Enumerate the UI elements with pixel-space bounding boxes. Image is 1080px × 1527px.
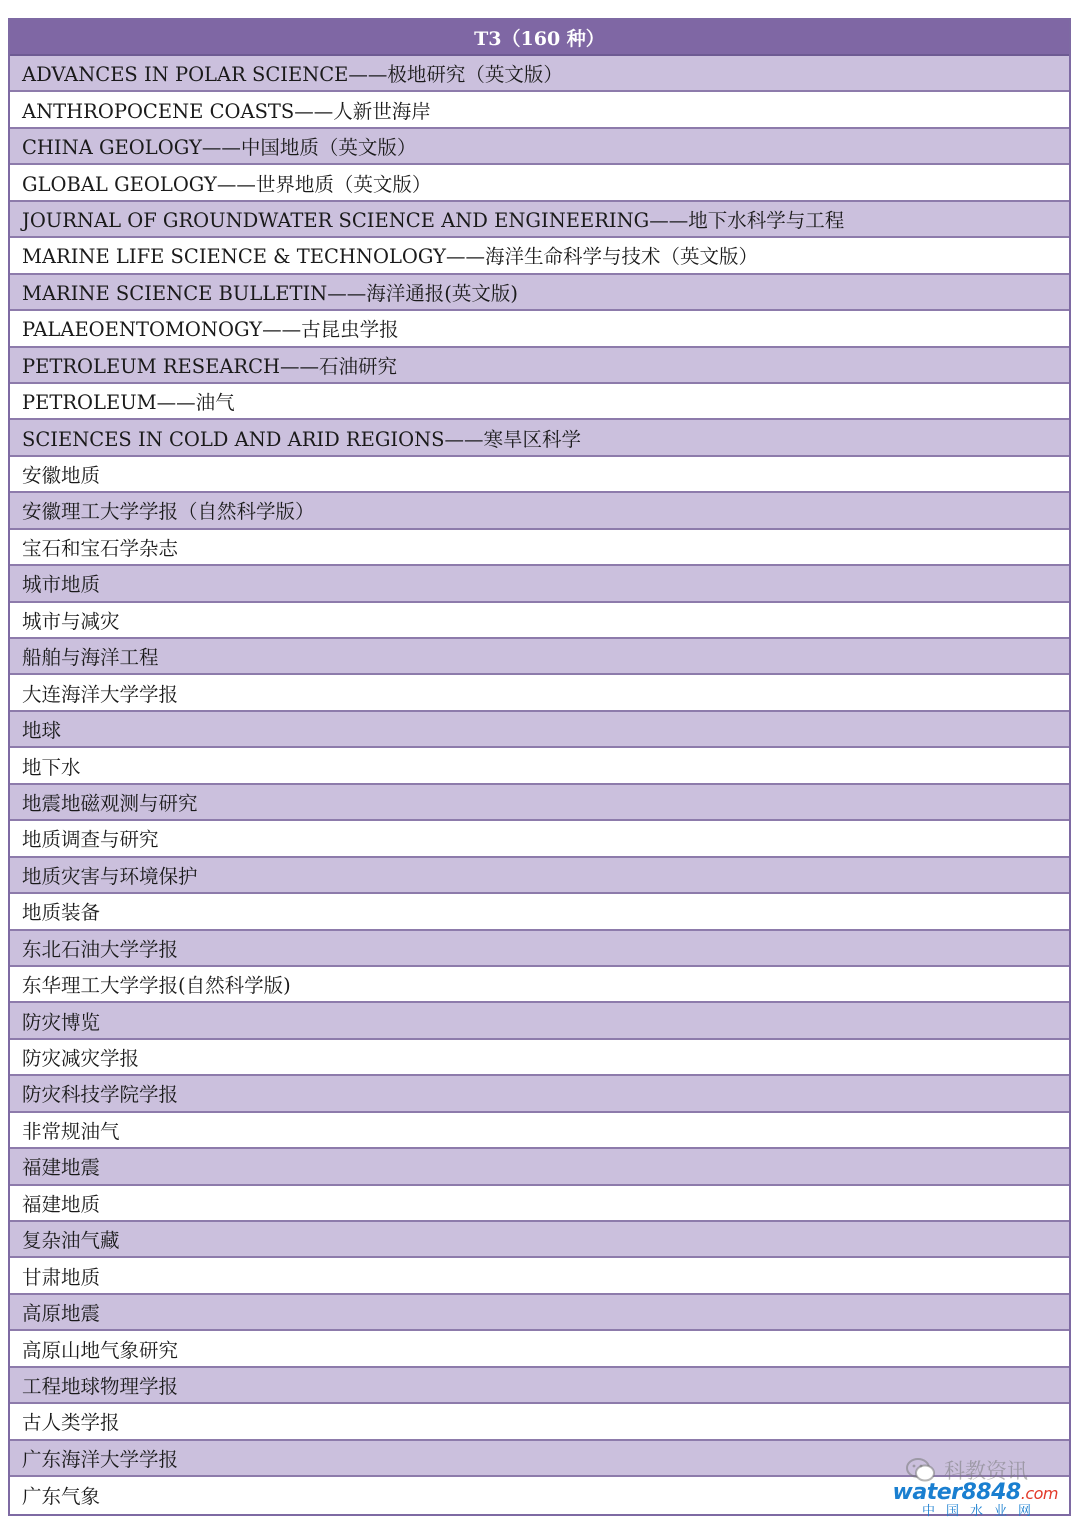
table-row: 地球	[10, 712, 1069, 748]
table-row: 安徽地质	[10, 457, 1069, 493]
table-row: CHINA GEOLOGY——中国地质（英文版）	[10, 129, 1069, 165]
table-row: 地质灾害与环境保护	[10, 858, 1069, 894]
site-logo: water8848.com	[892, 1480, 1058, 1505]
table-row: 福建地震	[10, 1149, 1069, 1185]
table-row: ANTHROPOCENE COASTS——人新世海岸	[10, 92, 1069, 128]
table-row: JOURNAL OF GROUNDWATER SCIENCE AND ENGINEERING——地下水科学与工程	[10, 202, 1069, 238]
table-row: 广东气象	[10, 1477, 1069, 1513]
table-row: 高原山地气象研究	[10, 1331, 1069, 1367]
table-row: 防灾科技学院学报	[10, 1076, 1069, 1112]
table-row: 福建地质	[10, 1186, 1069, 1222]
table-row: PETROLEUM——油气	[10, 384, 1069, 420]
table-row: 古人类学报	[10, 1404, 1069, 1440]
table-row: 东华理工大学学报(自然科学版)	[10, 967, 1069, 1003]
table-row: GLOBAL GEOLOGY——世界地质（英文版）	[10, 165, 1069, 201]
table-row: 安徽理工大学学报（自然科学版）	[10, 493, 1069, 529]
table-row: 非常规油气	[10, 1113, 1069, 1149]
table-row: PALAEOENTOMONOGY——古昆虫学报	[10, 311, 1069, 347]
table-header: T3（160 种）	[10, 20, 1069, 56]
table-row: 地质装备	[10, 894, 1069, 930]
table-body	[10, 56, 1069, 1514]
journal-table	[8, 18, 1071, 1516]
site-logo-subtitle: 中国水业网	[921, 1504, 1042, 1519]
table-row: 甘肃地质	[10, 1258, 1069, 1294]
table-row: 城市与减灾	[10, 603, 1069, 639]
table-row: MARINE LIFE SCIENCE & TECHNOLOGY——海洋生命科学与技术（英文版）	[10, 238, 1069, 274]
table-row: SCIENCES IN COLD AND ARID REGIONS——寒旱区科学	[10, 420, 1069, 456]
table-row: 宝石和宝石学杂志	[10, 530, 1069, 566]
wechat-account-name: 科教资讯	[944, 1459, 1028, 1483]
table-row: 防灾博览	[10, 1003, 1069, 1039]
table-row: 防灾减灾学报	[10, 1040, 1069, 1076]
table-row: 船舶与海洋工程	[10, 639, 1069, 675]
table-row: MARINE SCIENCE BULLETIN——海洋通报(英文版)	[10, 275, 1069, 311]
table-row: ADVANCES IN POLAR SCIENCE——极地研究（英文版）	[10, 56, 1069, 92]
table-row: 地质调查与研究	[10, 821, 1069, 857]
table-row: 复杂油气藏	[10, 1222, 1069, 1258]
table-row: 广东海洋大学学报	[10, 1441, 1069, 1477]
table-row: 城市地质	[10, 566, 1069, 602]
table-row: 工程地球物理学报	[10, 1368, 1069, 1404]
table-row: 地震地磁观测与研究	[10, 785, 1069, 821]
table-row: 东北石油大学学报	[10, 931, 1069, 967]
table-row: 大连海洋大学学报	[10, 675, 1069, 711]
table-row: PETROLEUM RESEARCH——石油研究	[10, 348, 1069, 384]
table-row: 地下水	[10, 748, 1069, 784]
table-row: 高原地震	[10, 1295, 1069, 1331]
